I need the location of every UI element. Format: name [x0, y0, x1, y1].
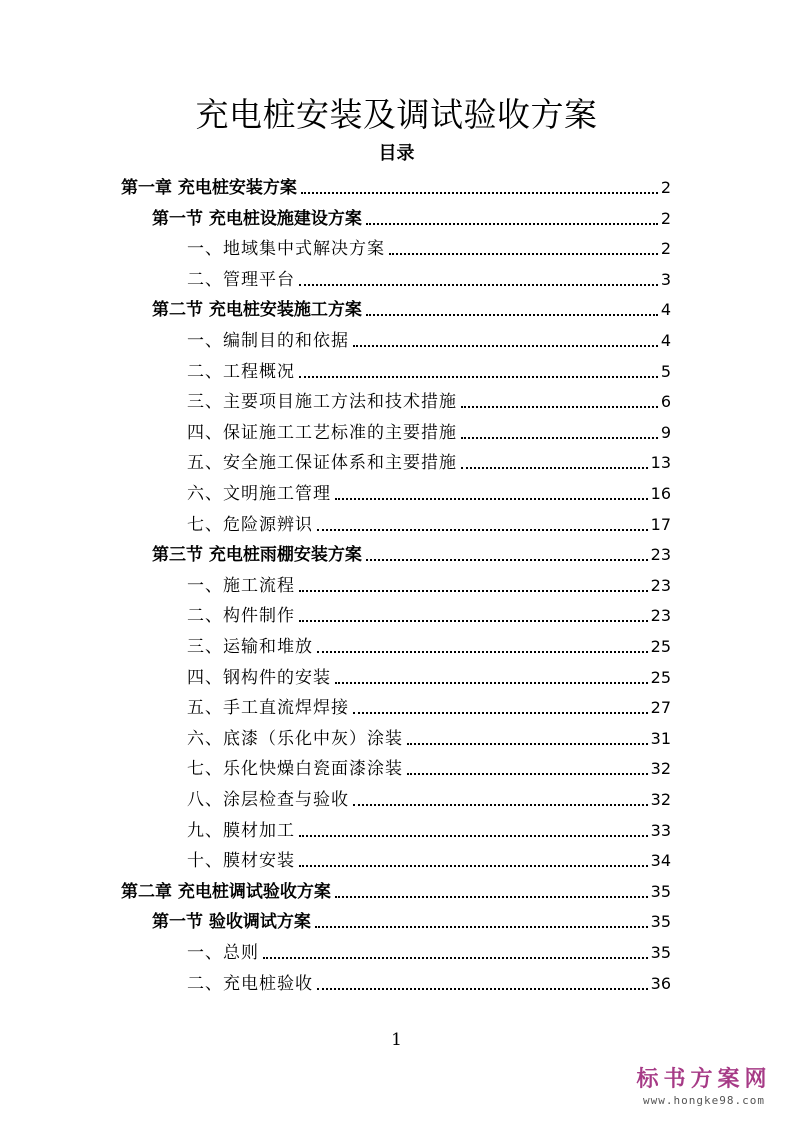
- toc-entry-page: 5: [660, 361, 671, 381]
- toc-entry-label: 三、主要项目施工方法和技术措施: [187, 392, 457, 413]
- toc-leader-dots: [366, 559, 648, 561]
- toc-entry[interactable]: [187, 321, 671, 351]
- toc-entry[interactable]: [187, 964, 671, 994]
- toc-entry-label: 四、钢构件的安装: [187, 667, 331, 688]
- toc-leader-dots: [263, 957, 648, 959]
- toc-entry[interactable]: [187, 352, 671, 382]
- toc-entry-label: 三、运输和堆放: [187, 637, 313, 657]
- watermark-logo: [629, 1066, 779, 1108]
- toc-entry-label: 二、管理平台: [187, 269, 295, 290]
- toc-entry[interactable]: [187, 566, 671, 596]
- toc-entry-page: 25: [650, 637, 671, 656]
- toc-leader-dots: [299, 590, 648, 592]
- toc-leader-dots: [366, 314, 658, 316]
- toc-entry-page: 35: [650, 943, 671, 962]
- toc-entry-page: 9: [660, 422, 671, 442]
- toc-leader-dots: [353, 345, 658, 347]
- toc-entry-page: 16: [650, 484, 671, 503]
- toc-leader-dots: [335, 682, 648, 684]
- toc-entry-label: 四、保证施工工艺标准的主要措施: [187, 422, 457, 443]
- toc-entry-label: 五、安全施工保证体系和主要措施: [187, 453, 457, 474]
- toc-entry-label: 第二节 充电桩安装施工方案: [152, 300, 362, 321]
- toc-entry[interactable]: [152, 199, 671, 229]
- toc-entry-label: 一、施工流程: [187, 575, 295, 596]
- toc-entry[interactable]: [187, 443, 671, 473]
- toc-entry-label: 二、工程概况: [187, 361, 295, 382]
- toc-entry[interactable]: [187, 505, 671, 535]
- toc-entry-page: 23: [650, 545, 671, 565]
- toc-leader-dots: [353, 804, 648, 806]
- toc-entry-label: 第三节 充电桩雨棚安装方案: [152, 545, 362, 566]
- toc-entry-page: 27: [650, 698, 671, 718]
- toc-entry[interactable]: [121, 872, 671, 902]
- watermark-url: www.hongke98.com: [643, 1094, 765, 1107]
- toc-entry-page: 13: [650, 453, 671, 473]
- toc-leader-dots: [299, 865, 648, 867]
- toc-entry-label: 二、充电桩验收: [187, 973, 313, 994]
- toc-entry-page: 4: [660, 331, 671, 350]
- toc-entry[interactable]: [187, 474, 671, 504]
- toc-leader-dots: [301, 192, 658, 194]
- toc-leader-dots: [317, 988, 648, 990]
- toc-entry-page: 2: [660, 239, 671, 259]
- toc-leader-dots: [299, 620, 648, 622]
- toc-entry[interactable]: [187, 811, 671, 841]
- toc-entry-label: 一、总则: [187, 943, 259, 963]
- toc-entry[interactable]: [187, 627, 671, 657]
- toc-entry-label: 十、膜材安装: [187, 851, 295, 872]
- toc-entry-page: 3: [660, 269, 671, 289]
- toc-entry-label: 第一节 验收调试方案: [152, 912, 311, 933]
- toc-entry[interactable]: [187, 260, 671, 290]
- toc-entry[interactable]: [121, 168, 671, 198]
- toc-entry[interactable]: [187, 841, 671, 871]
- toc-leader-dots: [317, 651, 648, 653]
- toc-leader-dots: [407, 773, 648, 775]
- toc-leader-dots: [461, 437, 658, 439]
- toc-entry-page: 2: [660, 178, 671, 197]
- toc-entry-label: 八、涂层检查与验收: [187, 790, 349, 810]
- toc-entry[interactable]: [187, 382, 671, 412]
- toc-leader-dots: [461, 467, 648, 469]
- toc-entry-page: 34: [650, 851, 671, 871]
- toc-entry[interactable]: [187, 780, 671, 810]
- toc-entry[interactable]: [187, 229, 671, 259]
- toc-leader-dots: [335, 498, 648, 500]
- watermark-brand: 标书方案网: [636, 1067, 772, 1092]
- toc-leader-dots: [461, 406, 658, 408]
- toc-entry-label: 七、危险源辨识: [187, 514, 313, 535]
- toc-leader-dots: [407, 743, 648, 745]
- toc-entry[interactable]: [187, 933, 671, 963]
- toc-leader-dots: [335, 896, 648, 898]
- toc-entry[interactable]: [187, 596, 671, 626]
- toc-entry[interactable]: [187, 749, 671, 779]
- toc-heading: 目录: [378, 143, 415, 164]
- toc-entry-page: 33: [650, 820, 671, 840]
- toc-entry-label: 第二章 充电桩调试验收方案: [121, 881, 331, 902]
- toc-entry-page: 25: [650, 667, 671, 687]
- toc-entry-label: 第一节 充电桩设施建设方案: [152, 208, 362, 229]
- toc-entry-label: 一、编制目的和依据: [187, 331, 349, 351]
- toc-entry-page: 35: [650, 912, 671, 932]
- toc-entry-page: 32: [650, 790, 671, 809]
- document-title: 充电桩安装及调试验收方案: [195, 95, 598, 134]
- toc-leader-dots: [315, 926, 648, 928]
- toc-entry-page: 23: [650, 606, 671, 626]
- toc-entry[interactable]: [187, 658, 671, 688]
- toc-entry[interactable]: [152, 290, 671, 320]
- toc-entry[interactable]: [152, 902, 671, 932]
- toc-leader-dots: [299, 835, 648, 837]
- page-number: 1: [391, 1030, 402, 1050]
- toc-entry-label: 一、地域集中式解决方案: [187, 239, 385, 260]
- toc-entry-page: 31: [650, 728, 671, 748]
- toc-entry[interactable]: [152, 535, 671, 565]
- toc-entry-page: 35: [650, 881, 671, 901]
- toc-entry-page: 32: [650, 759, 671, 779]
- toc-entry[interactable]: [187, 688, 671, 718]
- toc-entry-label: 五、手工直流焊焊接: [187, 698, 349, 719]
- toc-entry-label: 二、构件制作: [187, 606, 295, 627]
- toc-entry-page: 2: [660, 208, 671, 228]
- toc-leader-dots: [353, 712, 648, 714]
- toc-entry-page: 6: [660, 392, 671, 412]
- toc-entry-label: 九、膜材加工: [187, 820, 295, 841]
- toc-leader-dots: [299, 284, 658, 286]
- toc-entry[interactable]: [187, 413, 671, 443]
- toc-entry-page: 17: [650, 514, 671, 534]
- toc-leader-dots: [366, 223, 658, 225]
- toc-entry-label: 六、底漆（乐化中灰）涂装: [187, 728, 403, 749]
- toc-entry-label: 六、文明施工管理: [187, 484, 331, 504]
- toc-leader-dots: [317, 529, 648, 531]
- toc-entry-page: 4: [660, 300, 671, 320]
- toc-leader-dots: [299, 376, 658, 378]
- toc-entry-page: 36: [650, 973, 671, 993]
- toc-entry-label: 七、乐化快燥白瓷面漆涂装: [187, 759, 403, 780]
- toc-leader-dots: [389, 253, 658, 255]
- toc-entry-label: 第一章 充电桩安装方案: [121, 178, 297, 198]
- toc-entry[interactable]: [187, 719, 671, 749]
- toc-entry-page: 23: [650, 575, 671, 595]
